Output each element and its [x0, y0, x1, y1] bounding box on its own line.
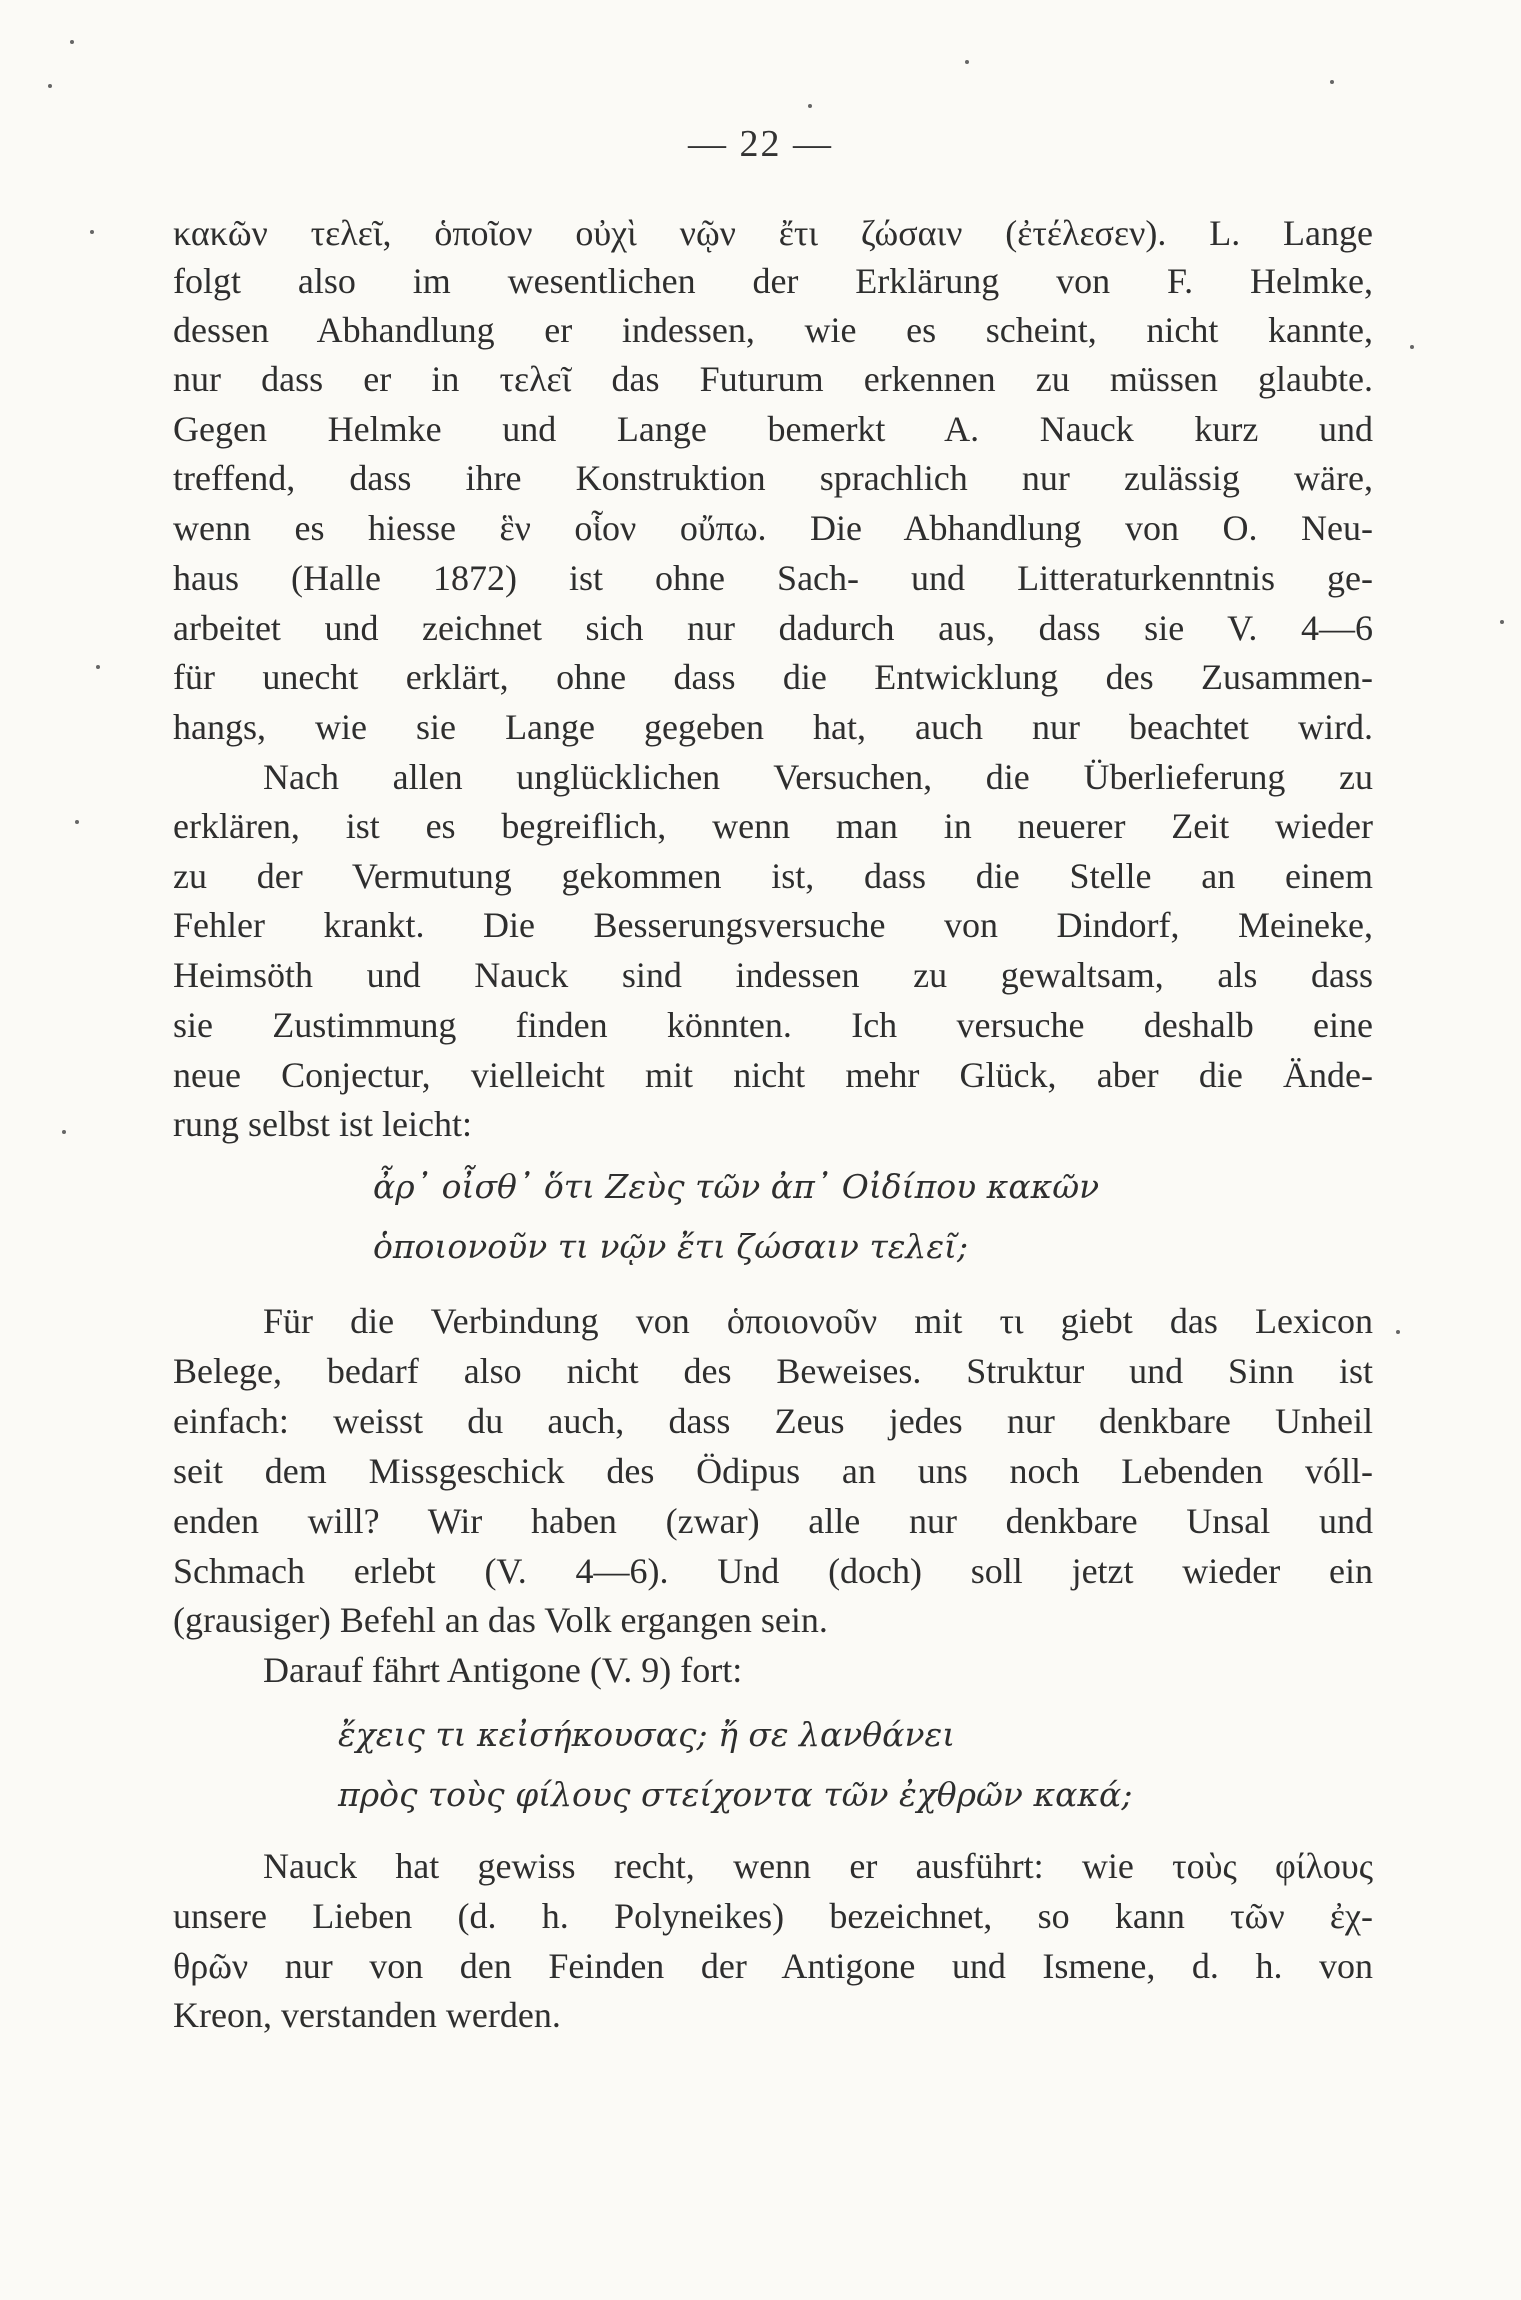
text-line: nur dass er in τελεῖ das Futurum erkennen zu müssen glaubte.: [173, 359, 1373, 399]
text-line: hangs, wie sie Lange gegeben hat, auch nur beachtet wird.: [173, 707, 1373, 747]
text-line: κακῶν τελεῖ, ὁποῖον οὐχὶ νῷν ἔτι ζώσαιν (ἐτέλεσεν). L. Lange: [173, 213, 1373, 253]
text-line: enden will? Wir haben (zwar) alle nur denkbare Unsal und: [173, 1501, 1373, 1541]
text-line: θρῶν nur von den Feinden der Antigone und Ismene, d. h. von: [173, 1946, 1373, 1986]
text-line: treffend, dass ihre Konstruktion sprachlich nur zulässig wäre,: [173, 458, 1373, 498]
text-line: seit dem Missgeschick des Ödipus an uns noch Lebenden vóll-: [173, 1451, 1373, 1491]
scan-speck: [1410, 345, 1414, 349]
text-line: Fehler krankt. Die Besserungsversuche von Dindorf, Meineke,: [173, 905, 1373, 945]
greek-verse-line: ὁποιονοῦν τι νῷν ἔτι ζώσαιν τελεῖ;: [373, 1227, 969, 1266]
text-line: einfach: weisst du auch, dass Zeus jedes nur denkbare Unheil: [173, 1401, 1373, 1441]
text-line: Kreon, verstanden werden.: [173, 1995, 561, 2035]
text-line: folgt also im wesentlichen der Erklärung von F. Helmke,: [173, 261, 1373, 301]
scan-speck: [1330, 80, 1334, 84]
text-line: (grausiger) Befehl an das Volk ergangen sein.: [173, 1600, 828, 1640]
text-line: haus (Halle 1872) ist ohne Sach- und Litteraturkenntnis ge-: [173, 558, 1373, 598]
text-line: Nauck hat gewiss recht, wenn er ausführt: wie τοὺς φίλους: [263, 1846, 1373, 1886]
text-line: dessen Abhandlung er indessen, wie es scheint, nicht kannte,: [173, 310, 1373, 350]
text-line: Nach allen unglücklichen Versuchen, die Überlieferung zu: [263, 757, 1373, 797]
scan-speck: [1396, 1330, 1400, 1334]
text-line: Darauf fährt Antigone (V. 9) fort:: [263, 1650, 743, 1690]
scan-speck: [48, 84, 52, 88]
scan-speck: [965, 60, 969, 64]
text-line: unsere Lieben (d. h. Polyneikes) bezeichnet, so kann τῶν ἐχ-: [173, 1896, 1373, 1936]
greek-verse-line: ἔχεις τι κεἰσήκουσας; ἤ σε λανθάνει: [338, 1715, 956, 1754]
text-line: neue Conjectur, vielleicht mit nicht mehr Glück, aber die Ände-: [173, 1055, 1373, 1095]
text-line: arbeitet und zeichnet sich nur dadurch aus, dass sie V. 4—6: [173, 608, 1373, 648]
scan-speck: [62, 1130, 66, 1134]
greek-verse-line: πρὸς τοὺς φίλους στείχοντα τῶν ἐχθρῶν κακά;: [338, 1775, 1133, 1814]
scan-speck: [96, 665, 100, 669]
scan-speck: [1500, 620, 1504, 624]
text-line: wenn es hiesse ἓν οἷον οὔπω. Die Abhandlung von O. Neu-: [173, 508, 1373, 548]
text-line: erklären, ist es begreiflich, wenn man in neuerer Zeit wieder: [173, 806, 1373, 846]
text-line: Für die Verbindung von ὁποιονοῦν mit τι giebt das Lexicon: [263, 1301, 1373, 1341]
scan-speck: [75, 820, 79, 824]
page-number: — 22 —: [688, 123, 833, 165]
text-line: zu der Vermutung gekommen ist, dass die Stelle an einem: [173, 856, 1373, 896]
scan-speck: [70, 40, 74, 44]
text-line: sie Zustimmung finden könnten. Ich versuche deshalb eine: [173, 1005, 1373, 1045]
greek-verse-line: ἆρ᾽ οἶσθ᾽ ὅτι Ζεὺς τῶν ἀπ᾽ Οἰδίπου κακῶν: [373, 1167, 1100, 1206]
text-line: Heimsöth und Nauck sind indessen zu gewaltsam, als dass: [173, 955, 1373, 995]
text-line: Schmach erlebt (V. 4—6). Und (doch) soll jetzt wieder ein: [173, 1551, 1373, 1591]
scan-speck: [808, 104, 812, 108]
scan-speck: [90, 230, 94, 234]
text-line: Belege, bedarf also nicht des Beweises. Struktur und Sinn ist: [173, 1351, 1373, 1391]
text-line: Gegen Helmke und Lange bemerkt A. Nauck kurz und: [173, 409, 1373, 449]
text-line: für unecht erklärt, ohne dass die Entwicklung des Zusammen-: [173, 657, 1373, 697]
text-line: rung selbst ist leicht:: [173, 1104, 472, 1144]
